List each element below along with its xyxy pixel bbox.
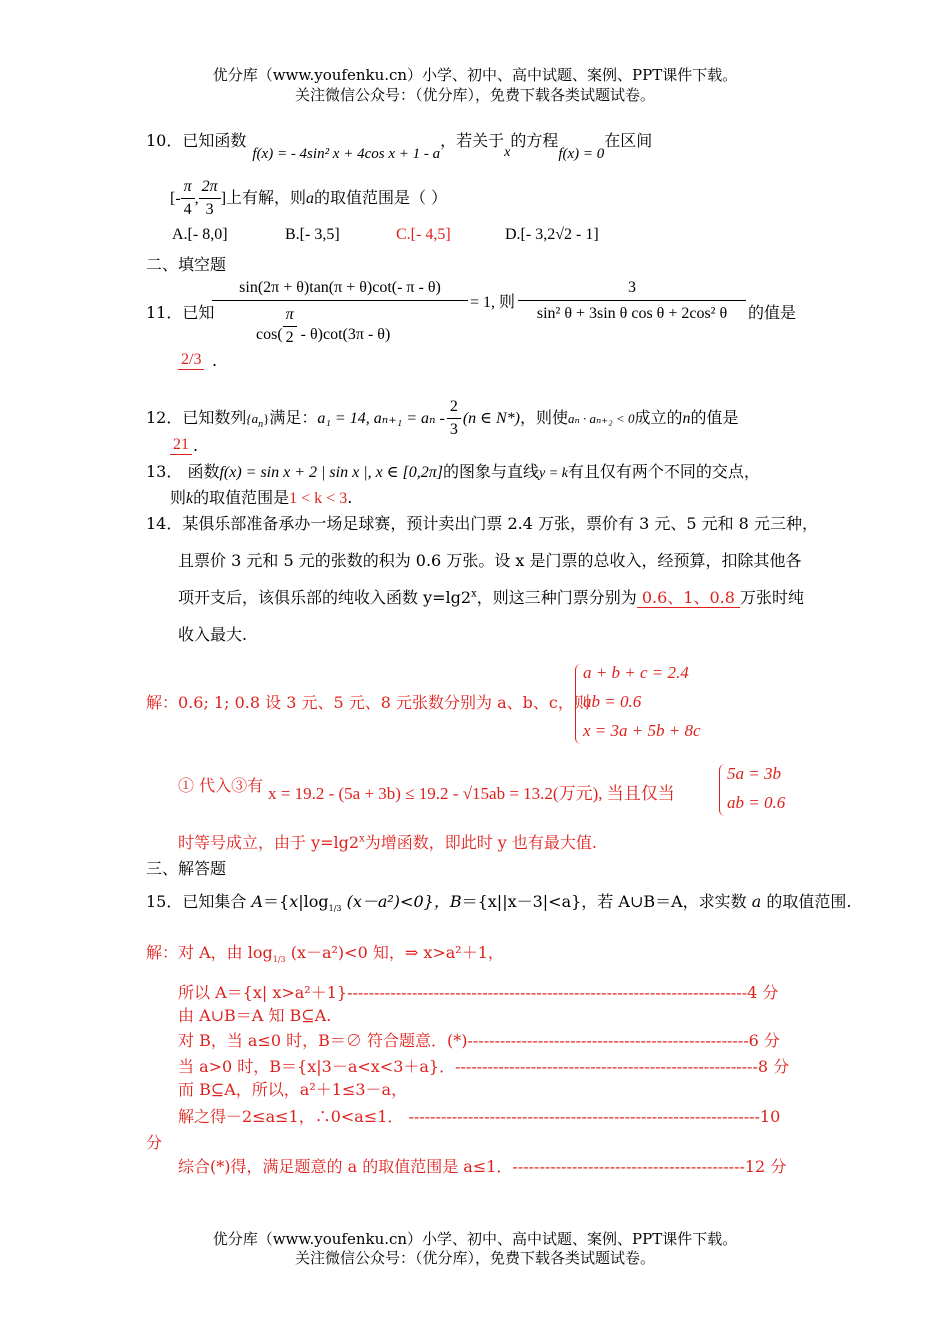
q13-text: 的图象与直线 <box>443 462 540 481</box>
q10-function: f(x) = - 4sin² x + 4cos x + 1 - a <box>252 146 441 162</box>
q15-set-b: B <box>449 892 462 911</box>
q15-sol-5: 当 a>0 时，B＝{x|3－a<x<3＋a}．--------------------------------------------------------8 分 <box>178 1057 790 1076</box>
q15-sol-8: 综合(*)得，满足题意的 a 的取值范围是 a≤1．-------------------------------------------12 分 <box>178 1157 787 1176</box>
q14-solution-prefix: 解：0.6; 1; 0.8 设 3 元、5 元、8 元张数分别为 a、b、c，则 <box>146 693 590 712</box>
q10-text-4: 上有解，则 <box>226 188 307 207</box>
q13-line1 <box>146 459 760 482</box>
q13-period: . <box>347 488 353 507</box>
q14-step2b: x = 19.2 - (5a + 3b) ≤ 19.2 - √15ab = 13.2(万元), 当且仅当 <box>268 784 675 803</box>
q14-sys-3: x = 3a + 5b + 8c <box>583 721 701 740</box>
q12-line <box>146 396 738 441</box>
q10-frac-1 <box>181 176 195 221</box>
q14-step3-sup: x <box>359 833 365 845</box>
q13-line-eq: y = k <box>539 466 568 481</box>
q14-text-2: ，则这三种门票分别为 <box>476 588 637 607</box>
q11-den-b: - θ)cot(3π - θ) <box>296 326 391 344</box>
q12-mid: ，则使 <box>519 408 568 427</box>
q10-frac-1-den: 4 <box>183 201 192 218</box>
q10-frac-2 <box>199 176 221 221</box>
q15-var-x: x <box>289 892 299 911</box>
q11-den-pi: π <box>283 304 297 327</box>
q11-r-denominator: sin² θ + 3sin θ cos θ + 2cos² θ <box>536 305 728 322</box>
q12-frac-n: 2 <box>447 396 461 419</box>
section-3-title: 三、解答题 <box>146 859 227 878</box>
q12-cond: 满足： <box>269 408 318 427</box>
q13-function: f(x) = sin x + 2 | sin x |, x ∈ [0,2π] <box>219 464 444 481</box>
q13-line2 <box>170 485 352 508</box>
q15-text-2: (x－a²)<0}， <box>341 892 450 911</box>
q14-sys-2: ab = 0.6 <box>583 692 642 711</box>
q15-sol-3: 由 A∪B＝A 知 B⊆A. <box>178 1006 332 1025</box>
q12-tail: 成立的 <box>634 408 683 427</box>
footer-line-1: 优分库（www.youfenku.cn）小学、初中、高中试题、案例、PPT课件下载。 <box>212 1230 738 1248</box>
q14-system-brace <box>575 664 582 744</box>
q11-denominator <box>256 304 390 349</box>
q10-number: 10．已知函数 <box>146 131 247 150</box>
q11-r-numerator: 3 <box>518 276 746 301</box>
q14-step3-text: 时等号成立，由于 y=lg2 <box>178 833 360 852</box>
q15-sol-2: 所以 A＝{x| x>a²＋1}--------------------------------------------------------------------------4 分 <box>178 983 779 1002</box>
q14-line2: 且票价 3 元和 5 元的张数的积为 0.6 万张。设 x 是门票的总收入，经预算，扣除其他各 <box>178 551 802 570</box>
q11-den-2: 2 <box>285 329 294 346</box>
q14-step3-text-2: 为增函数，即此时 y 也有最大值. <box>364 833 598 852</box>
q14-step2a: ① 代入③有 <box>178 776 264 795</box>
q12-answer: 21 <box>170 436 192 455</box>
q15-sol-7: 解之得－2≤a≤1，∴0<a≤1． -----------------------------------------------------------------10 <box>178 1107 781 1126</box>
q14-text-3: 万张时纯 <box>739 588 804 607</box>
q12-frac <box>447 396 461 441</box>
header-line-1: 优分库（www.youfenku.cn）小学、初中、高中试题、案例、PPT课件下载。 <box>212 66 738 84</box>
q10-frac-2-den: 3 <box>205 201 214 218</box>
q12-var-n: n <box>682 410 691 427</box>
q15-sol-1-text: 解：对 A，由 log <box>146 943 273 962</box>
q13-var-k: k <box>186 490 194 507</box>
q10-line1 <box>146 128 653 162</box>
header-line-2: 关注微信公众号：（优分库），免费下载各类试题试卷。 <box>294 86 655 104</box>
q10-comma: , <box>194 190 199 207</box>
q11-equals: = 1, 则 <box>470 294 516 311</box>
q11-den-frac <box>283 304 297 349</box>
q15-text: ＝{ <box>263 892 290 911</box>
q11-numerator: sin(2π + θ)tan(π + θ)cot(- π - θ) <box>212 276 468 301</box>
q15-sol-6: 而 B⊆A，所以，a²＋1≤3－a， <box>178 1080 408 1099</box>
q10-text-2: 的方程 <box>510 131 559 150</box>
q10-line2 <box>170 176 447 221</box>
q15-sol-1-sub: 1/3 <box>272 955 286 965</box>
q10-option-c: C.[- 4,5] <box>396 226 451 243</box>
q10-frac-1-num: π <box>181 176 195 199</box>
q12-nset: (n ∈ N*) <box>462 410 520 427</box>
section-2-title: 二、填空题 <box>146 255 227 274</box>
q14-cond-brace <box>719 764 726 816</box>
q11-tail: 的值是 <box>748 303 797 322</box>
q10-option-d: D.[- 3,2√2 - 1] <box>505 226 599 243</box>
q12-product: aₙ · aₙ₊₂ < 0 <box>568 411 635 426</box>
q15-sol-7b: 分 <box>146 1133 163 1152</box>
q12-seq-close: } <box>263 411 270 426</box>
q11-den-a: cos( <box>256 326 283 344</box>
q14-step3 <box>178 830 597 853</box>
q14-line1: 14．某俱乐部准备承办一场足球赛，预计卖出门票 2.4 万张，票价有 3 元、5 元和 8 元三种， <box>146 514 818 533</box>
q15-line1 <box>146 889 851 913</box>
q15-sol-4: 对 B，当 a≤0 时，B＝∅ 符合题意．(*)----------------------------------------------------6 分 <box>178 1031 780 1050</box>
q11-label: 11．已知 <box>146 303 215 322</box>
q15-set-a: A <box>251 892 264 911</box>
q15-text-3: ＝{x||x－3|<a}，若 A∪B＝A，求实数 <box>461 892 752 911</box>
q12-tail-2: 的值是 <box>690 408 739 427</box>
q12-seq: {a <box>246 411 259 426</box>
q12-label: 12．已知数列 <box>146 408 247 427</box>
q13-text-4: 的取值范围是 <box>193 488 290 507</box>
q13-answer: 1 < k < 3 <box>289 490 348 507</box>
footer-line-2: 关注微信公众号：（优分库），免费下载各类试题试卷。 <box>294 1249 655 1267</box>
q10-interval-open: [- <box>170 190 181 207</box>
q10-frac-2-num: 2π <box>199 176 221 199</box>
q12-recurrence: a₁ = 14, aₙ₊₁ = aₙ - <box>317 410 445 427</box>
q15-sol-1 <box>146 940 504 964</box>
q15-var-a: a <box>751 892 762 911</box>
q15-label: 15．已知集合 <box>146 892 252 911</box>
q14-sys-1: a + b + c = 2.4 <box>583 663 689 682</box>
q15-log-base: 1/3 <box>328 904 342 914</box>
q10-option-b: B.[- 3,5] <box>285 226 340 243</box>
q10-equation: f(x) = 0 <box>558 146 605 162</box>
q10-text-3: 在区间 <box>604 131 653 150</box>
q14-line3 <box>178 585 804 608</box>
q11-period: . <box>212 351 218 370</box>
q10-text-5: 的取值范围是（ ） <box>314 188 448 207</box>
q14-line4: 收入最大. <box>178 625 248 644</box>
q15-text-4: 的取值范围. <box>761 892 852 911</box>
q15-log: |log <box>298 892 329 911</box>
q10-var-x: x <box>504 145 511 160</box>
q10-option-a: A.[- 8,0] <box>172 226 228 243</box>
q14-cond-1: 5a = 3b <box>727 764 781 783</box>
q14-sup: x <box>471 588 477 600</box>
q14-text: 项开支后，该俱乐部的纯收入函数 y=lg2 <box>178 588 472 607</box>
q12-frac-d: 3 <box>449 421 458 438</box>
q12-period: . <box>193 436 199 455</box>
q15-sol-1-text-2: (x－a²)<0 知，⇒ x>a²＋1， <box>285 943 504 962</box>
q10-var-a: a <box>306 190 315 207</box>
q14-answer: 0.6、1、0.8 <box>636 588 740 607</box>
q13-text-3: 则 <box>170 488 187 507</box>
q10-text: ，若关于 <box>440 131 505 150</box>
q11-answer: 2/3 <box>178 351 204 370</box>
q13-text-2: 有且仅有两个不同的交点， <box>567 462 760 481</box>
q10-interval-close: ] <box>220 190 227 207</box>
q13-label: 13． 函数 <box>146 462 220 481</box>
q12-seq-sub: n <box>258 419 264 431</box>
q14-cond-2: ab = 0.6 <box>727 793 786 812</box>
